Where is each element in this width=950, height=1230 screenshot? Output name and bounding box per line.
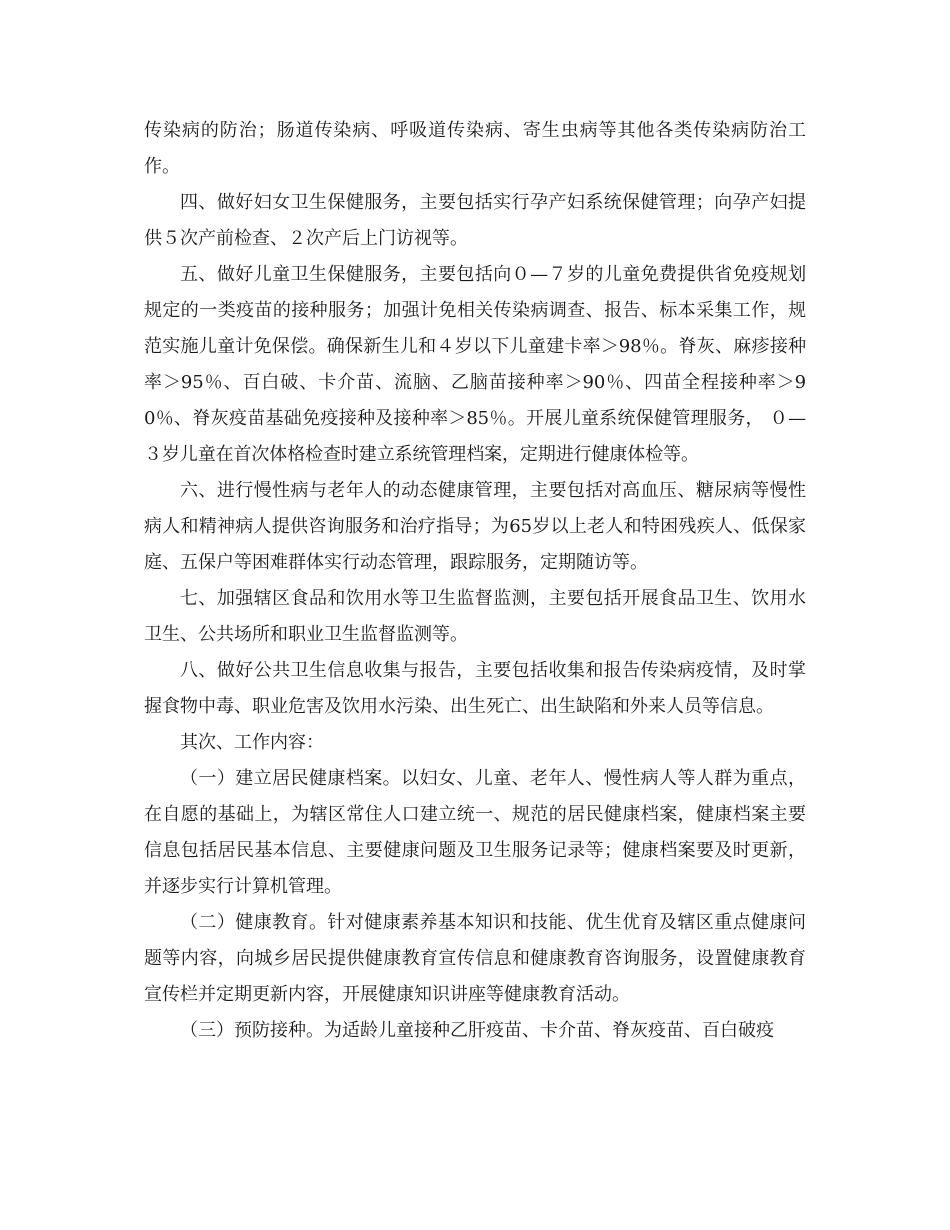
document-body	[144, 113, 806, 1049]
paragraph-work-content-heading: 其次、工作内容：	[180, 732, 324, 753]
paragraph-health-records: （一）建立居民健康档案。以妇女、儿童、老年人、慢性病人等人群为重点，在自愿的基础上，为辖区常住人口建立统一、规范的居民健康档案，健康档案主要信息包括居民基本信息、主要健康问题及卫生服务记录等；健康档案要及时更新，并逐步实行计算机管理。	[144, 768, 806, 897]
paragraph-food-water-supervision: 七、加强辖区食品和饮用水等卫生监督监测，主要包括开展食品卫生、饮用水卫生、公共场所和职业卫生监督监测等。	[144, 588, 806, 645]
paragraph-childrens-health: 五、做好儿童卫生保健服务，主要包括向０—７岁的儿童免费提供省免疫规划规定的一类疫苗的接种服务；加强计免相关传染病调查、报告、标本采集工作，规范实施儿童计免保偿。确保新生儿和４岁以下儿童建卡率＞98％。脊灰、麻疹接种率＞95％、百白破、卡介苗、流脑、乙脑苗接种率＞90％、四苗全程接种率＞90％、脊灰疫苗基础免疫接种及接种率＞85％。开展儿童系统保健管理服务， ０—３岁儿童在首次体格检查时建立系统管理档案，定期进行健康体检等。	[144, 264, 806, 465]
paragraph-communicable-disease-tail: 传染病的防治；肠道传染病、呼吸道传染病、寄生虫病等其他各类传染病防治工作。	[144, 120, 806, 177]
paragraph-womens-health: 四、做好妇女卫生保健服务，主要包括实行孕产妇系统保健管理；向孕产妇提供５次产前检查、２次产后上门访视等。	[144, 192, 806, 249]
paragraph-health-information: 八、做好公共卫生信息收集与报告，主要包括收集和报告传染病疫情，及时掌握食物中毒、职业危害及饮用水污染、出生死亡、出生缺陷和外来人员等信息。	[144, 660, 806, 717]
paragraph-chronic-elderly: 六、进行慢性病与老年人的动态健康管理，主要包括对高血压、糖尿病等慢性病人和精神病人提供咨询服务和治疗指导；为65岁以上老人和特困残疾人、低保家庭、五保户等困难群体实行动态管理，跟踪服务，定期随访等。	[144, 480, 806, 573]
paragraph-health-education: （二）健康教育。针对健康素养基本知识和技能、优生优育及辖区重点健康问题等内容，向城乡居民提供健康教育宣传信息和健康教育咨询服务，设置健康教育宣传栏并定期更新内容，开展健康知识讲座等健康教育活动。	[144, 912, 806, 1005]
paragraph-vaccination: （三）预防接种。为适龄儿童接种乙肝疫苗、卡介苗、脊灰疫苗、百白破疫	[180, 1020, 774, 1041]
